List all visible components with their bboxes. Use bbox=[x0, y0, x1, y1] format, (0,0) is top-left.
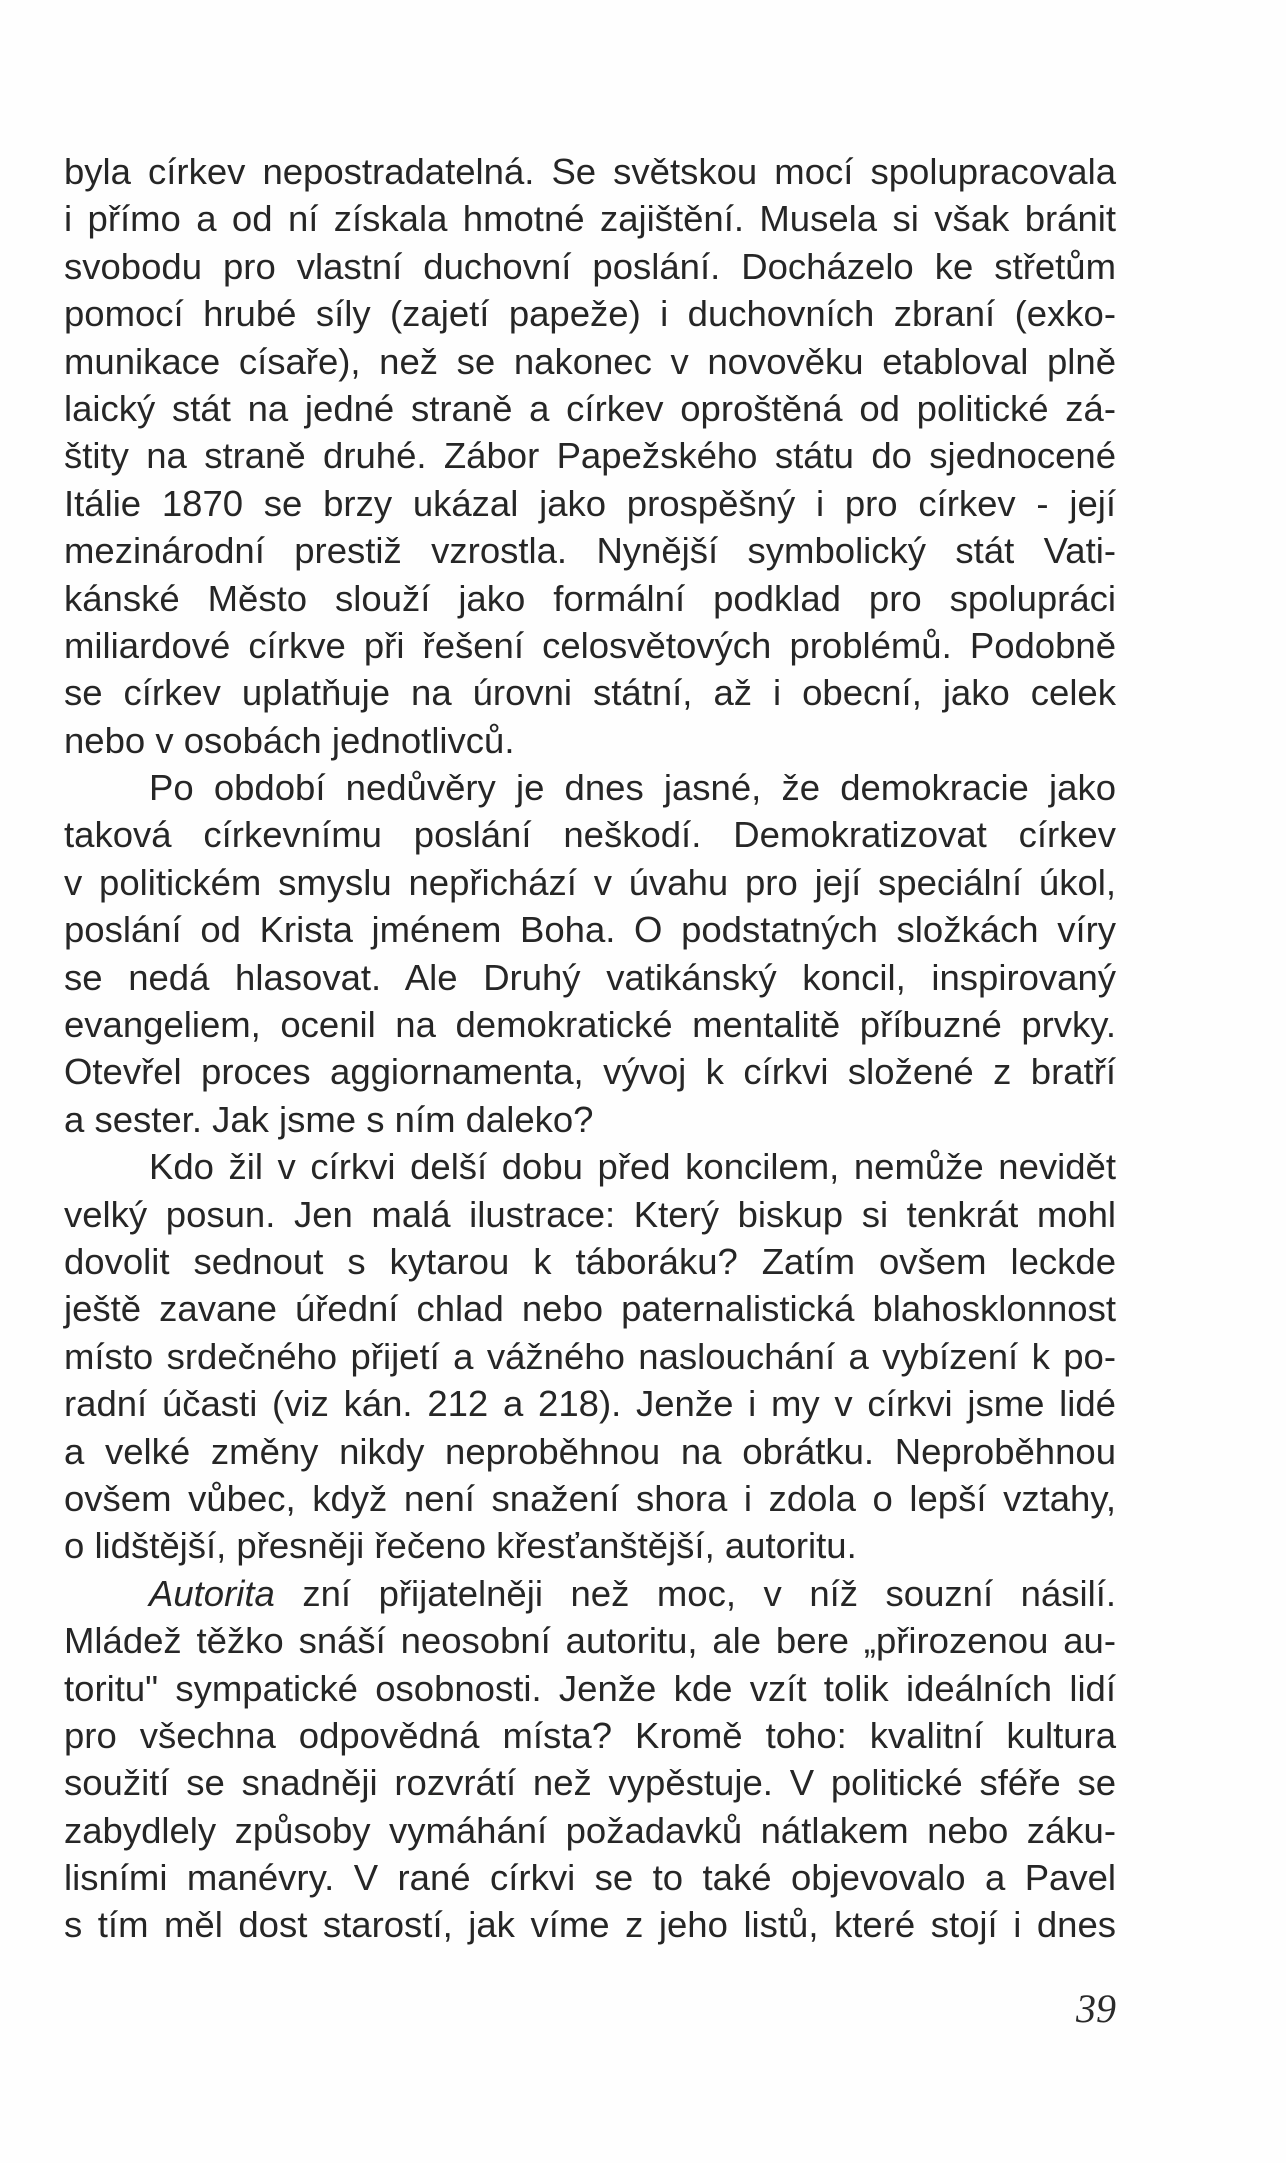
line-text: miliardové církve při řešení celosvětových problémů. Podobně bbox=[64, 624, 1116, 666]
line-text: poslání od Krista jménem Boha. O podstatných složkách víry bbox=[64, 909, 1116, 951]
text-line bbox=[64, 243, 1116, 290]
text-line bbox=[64, 622, 1116, 669]
line-text: zní přijatelněji než moc, v níž souzní násilí. bbox=[274, 1572, 1116, 1614]
line-text: v politickém smyslu nepřichází v úvahu pro její speciální úkol, bbox=[64, 861, 1116, 903]
line-text: dovolit sednout s kytarou k táboráku? Zatím ovšem leckde bbox=[64, 1240, 1116, 1282]
line-text: evangeliem, ocenil na demokratické mentalitě příbuzné prvky. bbox=[64, 1004, 1116, 1046]
line-text: Kdo žil v církvi delší dobu před koncilem, nemůže nevidět bbox=[149, 1146, 1116, 1188]
text-line bbox=[64, 527, 1116, 574]
text-line bbox=[64, 1570, 1116, 1617]
text-line bbox=[64, 432, 1116, 479]
text-line bbox=[64, 1238, 1116, 1285]
line-text: a sester. Jak jsme s ním daleko? bbox=[64, 1098, 594, 1140]
text-line bbox=[64, 1617, 1116, 1664]
text-line bbox=[64, 906, 1116, 953]
line-text: ještě zavane úřední chlad nebo paternalistická blahosklonnost bbox=[64, 1288, 1116, 1330]
text-line bbox=[64, 1048, 1116, 1095]
text-line bbox=[64, 1001, 1116, 1048]
text-line bbox=[64, 195, 1116, 242]
line-text: pro všechna odpovědná místa? Kromě toho: kvalitní kultura bbox=[64, 1714, 1116, 1756]
text-line bbox=[64, 1665, 1116, 1712]
line-text: zabydlely způsoby vymáhání požadavků nátlakem nebo záku- bbox=[64, 1809, 1116, 1851]
line-text: lisními manévry. V rané církvi se to také objevovalo a Pavel bbox=[64, 1857, 1116, 1899]
text-line bbox=[64, 811, 1116, 858]
emphasized-word: Autorita bbox=[149, 1572, 275, 1614]
text-line bbox=[64, 290, 1116, 337]
text-line bbox=[64, 385, 1116, 432]
text-line bbox=[64, 1428, 1116, 1475]
line-text: i přímo a od ní získala hmotné zajištění. Musela si však bránit bbox=[64, 198, 1116, 240]
text-line bbox=[64, 148, 1116, 195]
text-line bbox=[64, 1333, 1116, 1380]
text-line bbox=[64, 669, 1116, 716]
text-line bbox=[64, 1143, 1116, 1190]
line-text: štity na straně druhé. Zábor Papežského státu do sjednocené bbox=[64, 435, 1116, 477]
line-text: místo srdečného přijetí a vážného naslouchání a vybízení k po- bbox=[64, 1335, 1116, 1377]
text-line bbox=[64, 764, 1116, 811]
text-line bbox=[64, 859, 1116, 906]
line-text: taková církevnímu poslání neškodí. Demokratizovat církev bbox=[64, 814, 1116, 856]
line-text: kánské Město slouží jako formální podklad pro spolupráci bbox=[64, 577, 1116, 619]
body-text bbox=[64, 148, 1116, 1949]
line-text: Po období nedůvěry je dnes jasné, že demokracie jako bbox=[149, 767, 1116, 809]
text-line bbox=[64, 954, 1116, 1001]
text-line bbox=[64, 1475, 1116, 1522]
page-number: 39 bbox=[1076, 1986, 1116, 2031]
line-text: soužití se snadněji rozvrátí než vypěstuje. V politické sféře se bbox=[64, 1762, 1116, 1804]
text-line bbox=[64, 1285, 1116, 1332]
line-text: o lidštější, přesněji řečeno křesťanštější, autoritu. bbox=[64, 1525, 857, 1567]
line-text: toritu" sympatické osobnosti. Jenže kde vzít tolik ideálních lidí bbox=[64, 1667, 1116, 1709]
text-line bbox=[64, 1380, 1116, 1427]
line-text: nebo v osobách jednotlivců. bbox=[64, 719, 515, 761]
line-text: munikace císaře), než se nakonec v novověku etabloval plně bbox=[64, 340, 1116, 382]
line-text: Otevřel proces aggiornamenta, vývoj k církvi složené z bratří bbox=[64, 1051, 1116, 1093]
line-text: Itálie 1870 se brzy ukázal jako prospěšný i pro církev - její bbox=[64, 482, 1116, 524]
line-text: velký posun. Jen malá ilustrace: Který biskup si tenkrát mohl bbox=[64, 1193, 1116, 1235]
line-text: mezinárodní prestiž vzrostla. Nynější symbolický stát Vati- bbox=[64, 530, 1116, 572]
line-text: laický stát na jedné straně a církev oproštěná od politické zá- bbox=[64, 387, 1116, 429]
text-line bbox=[64, 1854, 1116, 1901]
line-text: pomocí hrubé síly (zajetí papeže) i duchovních zbraní (exko- bbox=[64, 293, 1116, 335]
line-text: s tím měl dost starostí, jak víme z jeho listů, které stojí i dnes bbox=[64, 1904, 1116, 1946]
text-line bbox=[64, 575, 1116, 622]
text-line bbox=[64, 1712, 1116, 1759]
line-text: svobodu pro vlastní duchovní poslání. Docházelo ke střetům bbox=[64, 245, 1116, 287]
text-line bbox=[64, 1191, 1116, 1238]
line-text: byla církev nepostradatelná. Se světskou mocí spolupracovala bbox=[64, 151, 1116, 192]
text-line bbox=[64, 1522, 1116, 1569]
text-line bbox=[64, 1759, 1116, 1806]
text-line bbox=[64, 1096, 1116, 1143]
text-line bbox=[64, 1807, 1116, 1854]
line-text: se církev uplatňuje na úrovni státní, až i obecní, jako celek bbox=[64, 672, 1116, 714]
line-text: ovšem vůbec, když není snažení shora i zdola o lepší vztahy, bbox=[64, 1477, 1116, 1519]
line-text: Mládež těžko snáší neosobní autoritu, ale bere „přirozenou au- bbox=[64, 1620, 1116, 1662]
text-line bbox=[64, 480, 1116, 527]
line-text: se nedá hlasovat. Ale Druhý vatikánský koncil, inspirovaný bbox=[64, 956, 1116, 998]
text-line bbox=[64, 1901, 1116, 1948]
text-line bbox=[64, 338, 1116, 385]
line-text: radní účasti (viz kán. 212 a 218). Jenže i my v církvi jsme lidé bbox=[64, 1383, 1116, 1425]
text-line bbox=[64, 717, 1116, 764]
line-text: a velké změny nikdy neproběhnou na obrátku. Neproběhnou bbox=[64, 1430, 1116, 1472]
